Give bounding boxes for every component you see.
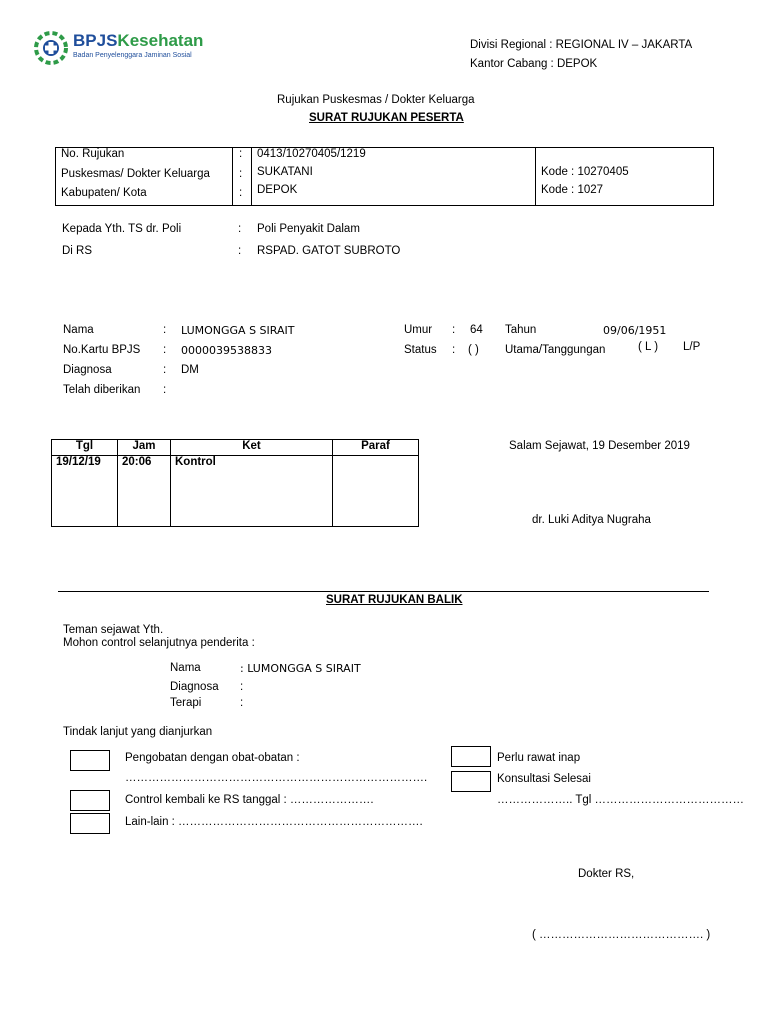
- label-di-rs: Di RS: [62, 245, 93, 257]
- balik-label-terapi: Terapi: [170, 697, 202, 709]
- value-dob: 09/06/1951: [603, 324, 667, 337]
- value-rs: RSPAD. GATOT SUBROTO: [257, 245, 401, 257]
- option-rawat-inap: Perlu rawat inap: [497, 752, 581, 764]
- label-lp: L/P: [683, 341, 701, 353]
- label-tahun: Tahun: [505, 324, 537, 336]
- label-telah-diberikan: Telah diberikan: [63, 384, 141, 396]
- checkbox-lain-lain[interactable]: [70, 813, 110, 834]
- value-umur: 64: [470, 324, 483, 336]
- colon: :: [163, 364, 167, 376]
- tgl-line: ……………….. Tgl …………………………………: [497, 794, 745, 806]
- kode-kabupaten: Kode : 1027: [541, 184, 604, 196]
- colon: :: [239, 148, 243, 160]
- rujukan-divider-2: [251, 147, 252, 205]
- label-puskesmas: Puskesmas/ Dokter Keluarga: [61, 168, 210, 180]
- label-kabupaten: Kabupaten/ Kota: [61, 187, 147, 199]
- bpjs-logo: [33, 31, 205, 65]
- label-umur: Umur: [404, 324, 433, 336]
- dokter-rs-signature-line: ( ……………………………………. ): [532, 929, 711, 941]
- value-poli: Poli Penyakit Dalam: [257, 223, 360, 235]
- value-no-rujukan: 0413/10270405/1219: [257, 148, 366, 160]
- checkbox-konsultasi-selesai[interactable]: [451, 771, 491, 792]
- bpjs-emblem-icon: [33, 31, 69, 65]
- label-kepada: Kepada Yth. TS dr. Poli: [62, 223, 182, 235]
- balik-label-diagnosa: Diagnosa: [170, 681, 219, 693]
- label-diagnosa: Diagnosa: [63, 364, 112, 376]
- col-header-tgl: Tgl: [52, 440, 118, 456]
- value-nama: LUMONGGA S SIRAIT: [181, 324, 295, 337]
- label-no-rujukan: No. Rujukan: [61, 148, 125, 160]
- label-status: Status: [404, 344, 437, 356]
- balik-request: Mohon control selanjutnya penderita :: [63, 637, 255, 649]
- colon: :: [239, 168, 243, 180]
- colon: :: [240, 697, 244, 709]
- option-lain-lain: Lain-lain : ……………………………………………………….: [125, 816, 423, 828]
- logo-brand: BPJSKesehatan: [73, 31, 204, 50]
- balik-value-nama: : LUMONGGA S SIRAIT: [240, 662, 361, 675]
- checkbox-control-kembali[interactable]: [70, 790, 110, 811]
- doc-title: SURAT RUJUKAN PESERTA: [309, 112, 464, 124]
- colon: :: [452, 344, 456, 356]
- option-konsultasi-selesai: Konsultasi Selesai: [497, 773, 591, 785]
- colon: :: [163, 344, 167, 356]
- col-header-paraf: Paraf: [333, 440, 419, 456]
- cell-paraf: [333, 456, 419, 527]
- checkbox-pengobatan[interactable]: [70, 750, 110, 771]
- rujukan-divider-1: [232, 147, 233, 205]
- col-header-jam: Jam: [118, 440, 171, 456]
- balik-greeting: Teman sejawat Yth.: [63, 624, 164, 636]
- logo-tagline: Badan Penyelenggara Jaminan Sosial: [73, 52, 192, 59]
- table-header-row: [52, 440, 419, 456]
- balik-title: SURAT RUJUKAN BALIK: [326, 594, 463, 606]
- option-pengobatan: Pengobatan dengan obat-obatan :: [125, 752, 300, 764]
- value-kabupaten: DEPOK: [257, 184, 298, 196]
- divisi-regional: Divisi Regional : REGIONAL IV – JAKARTA: [470, 39, 693, 51]
- rujukan-divider-3: [535, 147, 536, 205]
- label-utama-tanggungan: Utama/Tanggungan: [505, 344, 606, 356]
- colon: :: [238, 245, 242, 257]
- value-puskesmas: SUKATANI: [257, 166, 313, 178]
- value-gender: ( L ): [638, 341, 659, 353]
- doc-subtitle: Rujukan Puskesmas / Dokter Keluarga: [277, 94, 475, 106]
- salam-sejawat: Salam Sejawat, 19 Desember 2019: [509, 440, 690, 452]
- kantor-cabang: Kantor Cabang : DEPOK: [470, 58, 598, 70]
- table-row: [52, 456, 419, 527]
- value-kartu: 0000039538833: [181, 344, 272, 357]
- colon: :: [238, 223, 242, 235]
- colon: :: [163, 384, 167, 396]
- doctor-name: dr. Luki Aditya Nugraha: [532, 514, 651, 526]
- kode-puskesmas: Kode : 10270405: [541, 166, 629, 178]
- tindak-lanjut-label: Tindak lanjut yang dianjurkan: [63, 726, 213, 738]
- col-header-ket: Ket: [171, 440, 333, 456]
- section-divider: [58, 591, 709, 592]
- value-diagnosa: DM: [181, 364, 199, 376]
- colon: :: [239, 187, 243, 199]
- balik-label-nama: Nama: [170, 662, 201, 674]
- label-kartu: No.Kartu BPJS: [63, 344, 141, 356]
- colon: :: [163, 324, 167, 336]
- checkbox-rawat-inap[interactable]: [451, 746, 491, 767]
- cell-ket: Kontrol: [171, 456, 333, 527]
- dokter-rs-label: Dokter RS,: [578, 868, 635, 880]
- cell-jam: 20:06: [118, 456, 171, 527]
- label-nama: Nama: [63, 324, 94, 336]
- logo-brand-accent: Kesehatan: [117, 31, 204, 50]
- option-pengobatan-dots: …………………………………………………………………….: [125, 772, 428, 784]
- cell-tgl: 19/12/19: [52, 456, 118, 527]
- colon: :: [452, 324, 456, 336]
- colon: :: [240, 681, 244, 693]
- option-control-kembali: Control kembali ke RS tanggal : ………………….: [125, 794, 374, 806]
- log-table: [51, 439, 419, 527]
- value-status: ( ): [468, 344, 479, 356]
